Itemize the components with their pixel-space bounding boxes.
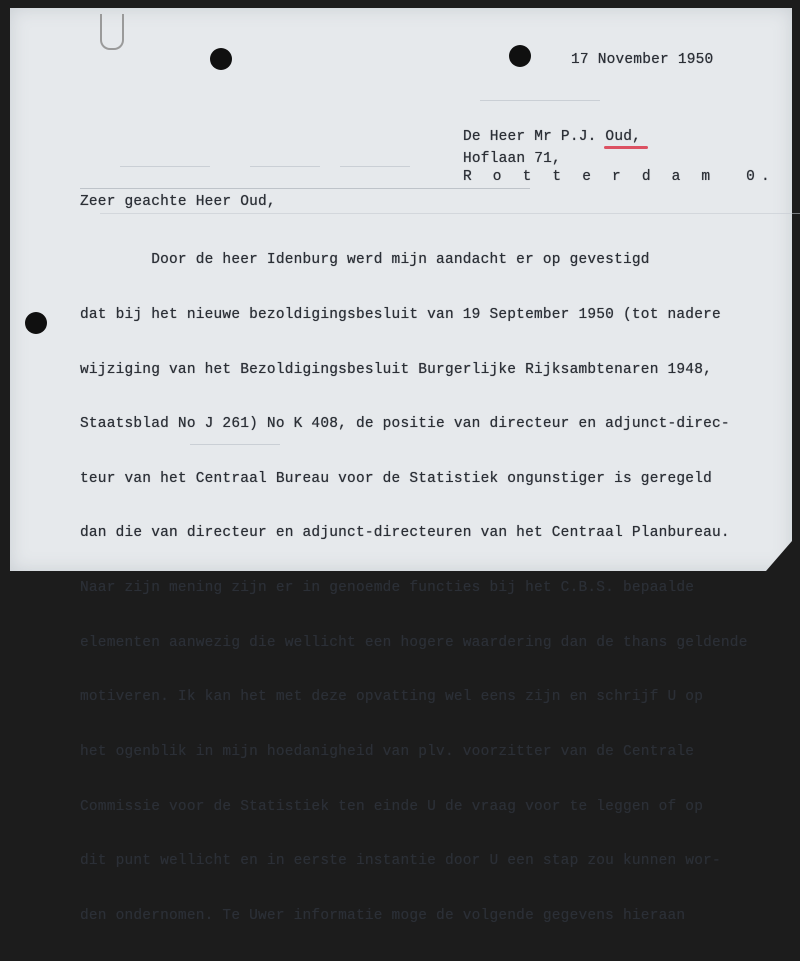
body-line: Naar zijn mening zijn er in genoemde functies bij het C.B.S. bepaalde: [80, 580, 695, 597]
punch-hole-top-right: [509, 45, 531, 67]
letter-body: [80, 215, 748, 961]
recipient-name: De Heer Mr P.J. Oud,: [463, 129, 642, 145]
body-line: het ogenblik in mijn hoedanigheid van plv. voorzitter van de Centrale: [80, 743, 695, 760]
salutation: Zeer geachte Heer Oud,: [80, 194, 276, 210]
letter-page: [10, 8, 792, 924]
recipient-city: [463, 166, 776, 188]
letter-date: 17 November 1950: [571, 52, 714, 68]
recipient-street: Hoflaan 71,: [463, 151, 561, 167]
body-line: elementen aanwezig die wellicht een hogere waardering dan de thans geldende: [80, 634, 748, 651]
punch-hole-top-left: [210, 48, 232, 70]
recipient-city-text: R o t t e r d a m 0.: [463, 169, 776, 185]
red-underline-mark: [604, 146, 648, 149]
body-line: den ondernomen. Te Uwer informatie moge de volgende gegevens hieraan: [80, 907, 686, 924]
body-line: motiveren. Ik kan het met deze opvatting wel eens zijn en schrijf U op: [80, 689, 704, 706]
body-line: wijziging van het Bezoldigingsbesluit Burgerlijke Rijksambtenaren 1948,: [80, 361, 713, 378]
body-line: Door de heer Idenburg werd mijn aandacht er op gevestigd: [80, 252, 650, 269]
body-line: dat bij het nieuwe bezoldigingsbesluit van 19 September 1950 (tot nadere: [80, 307, 721, 324]
body-line: Staatsblad No J 261) No K 408, de positie van directeur en adjunct-direc-: [80, 416, 730, 433]
body-line: teur van het Centraal Bureau voor de Statistiek ongunstiger is geregeld: [80, 470, 713, 487]
punch-hole-left: [25, 312, 47, 334]
body-line: Commissie voor de Statistiek ten einde U de vraag voor te leggen of op: [80, 798, 704, 815]
horizontal-rule: [80, 188, 530, 189]
body-line: dan die van directeur en adjunct-directeuren van het Centraal Planbureau.: [80, 525, 730, 542]
paper-clip-mark: [100, 14, 124, 50]
body-line: dit punt wellicht en in eerste instantie door U een stap zou kunnen wor-: [80, 853, 721, 870]
folded-corner: [766, 541, 792, 571]
